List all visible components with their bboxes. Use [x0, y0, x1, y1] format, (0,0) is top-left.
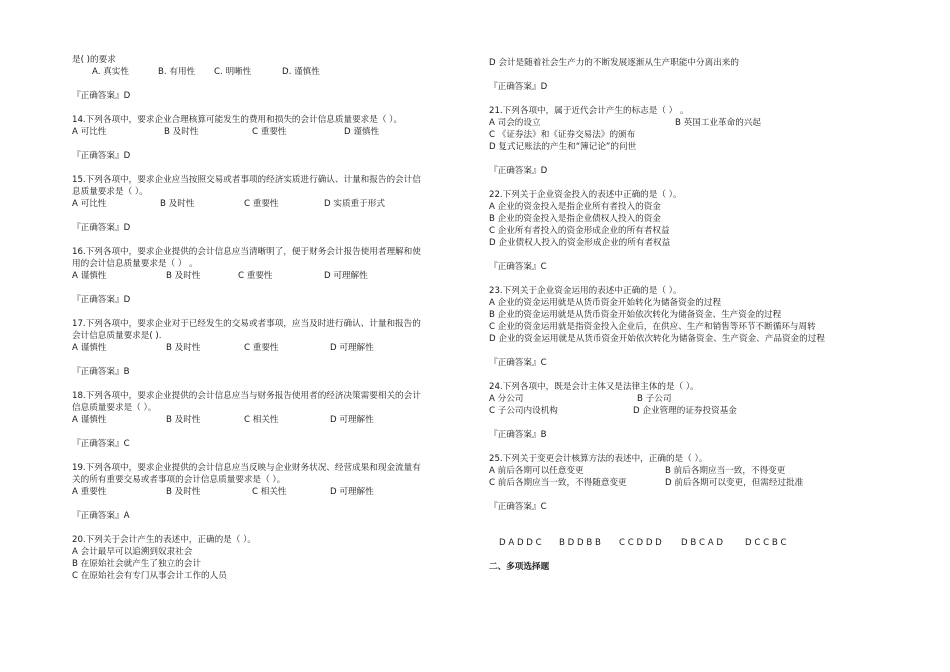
- option-d: D 企业管理的证券投资基金: [633, 406, 737, 416]
- option-b: B 及时性: [160, 199, 195, 209]
- question-15: [72, 174, 472, 234]
- option-a: A 前后各期可以任意变更: [489, 466, 584, 476]
- question-24: [489, 381, 879, 441]
- option-b: B 在原始社会就产生了独立的会计: [72, 559, 201, 569]
- option-a: A 谨慎性: [72, 343, 107, 353]
- option-a: A 企业的资金运用就是从货币资金开始转化为储备资金的过程: [489, 298, 722, 308]
- correct-answer: 『正确答案』B: [72, 367, 130, 377]
- option-d: D 复式记账法的产生和“簿记论”的问世: [489, 142, 637, 152]
- option-b: B 及时性: [166, 415, 201, 425]
- answer-key-group-1: D A D D C: [499, 538, 542, 548]
- question-18: [72, 390, 472, 450]
- question-21: [489, 105, 879, 177]
- correct-answer: 『正确答案』A: [72, 511, 130, 521]
- answer-key-group-4: D B C A D: [681, 538, 723, 548]
- question-16: [72, 246, 472, 306]
- question-options-row: [489, 117, 879, 129]
- question-options-row: [489, 393, 879, 405]
- question-stem: 20.下列关于会计产生的表述中，正确的是（ ）。: [72, 535, 256, 545]
- question-options: [72, 270, 472, 282]
- question-20: [72, 534, 472, 582]
- option-c: C 企业的资金运用就是指资金投入企业后，在供应、生产和销售等环节不断循环与周转: [489, 322, 816, 332]
- question-options: [72, 414, 472, 426]
- question-stem-cont: 关的所有重要交易或者事项的会计信息质量要求是（ ）。: [72, 475, 286, 485]
- option-d: D 可理解性: [330, 415, 374, 425]
- correct-answer: 『正确答案』D: [72, 91, 131, 101]
- option-d: D 企业债权人投入的资金形成企业的所有者权益: [489, 238, 671, 248]
- option-c: C 相关性: [252, 487, 287, 497]
- correct-answer: 『正确答案』D: [72, 295, 131, 305]
- option-a: A 会计最早可以追溯到奴隶社会: [72, 547, 193, 557]
- option-c: C 相关性: [244, 415, 279, 425]
- option-b: B 及时性: [164, 127, 199, 137]
- question-stem-cont: 会计信息质量要求是( ).: [72, 331, 162, 341]
- question-options: [72, 198, 472, 210]
- right-column: [489, 57, 879, 573]
- option-b: B 企业的资金投入是指企业债权人投入的资金: [489, 214, 661, 224]
- option-c: C 在原始社会有专门从事会计工作的人员: [72, 571, 227, 581]
- answer-key-row: [499, 537, 879, 549]
- option-a: A 可比性: [72, 199, 107, 209]
- question-options: [72, 342, 472, 354]
- question-options: [72, 126, 472, 138]
- option-d: D 谨慎性: [344, 127, 380, 137]
- option-a: A 谨慎性: [72, 415, 107, 425]
- answer-key-group-2: B D D B B: [559, 538, 601, 548]
- correct-answer: 『正确答案』C: [489, 502, 547, 512]
- correct-answer: 『正确答案』C: [489, 262, 547, 272]
- correct-answer: 『正确答案』C: [72, 439, 130, 449]
- question-stem: 24.下列各项中，既是会计主体又是法律主体的是（ ）。: [489, 382, 699, 392]
- question-options-row: [489, 405, 879, 417]
- option-c: C 重要性: [252, 127, 287, 137]
- option-c: C 重要性: [238, 271, 273, 281]
- option-c: C 企业所有者投入的资金形成企业的所有者权益: [489, 226, 670, 236]
- correct-answer: 『正确答案』C: [489, 358, 547, 368]
- question-options: [72, 66, 472, 78]
- question-23: [489, 285, 879, 369]
- question-stem-cont: 息质量要求是（ ）。: [72, 187, 148, 197]
- option-a: A 重要性: [72, 487, 107, 497]
- correct-answer: 『正确答案』B: [489, 430, 547, 440]
- question-options: [72, 486, 472, 498]
- question-13-tail: [72, 54, 472, 102]
- option-b: B 前后各期应当一致，不得变更: [665, 466, 786, 476]
- question-stem: 21.下列各项中，属于近代会计产生的标志是（ ） 。: [489, 106, 689, 116]
- option-d: D 可理解性: [330, 487, 374, 497]
- question-stem: 16.下列各项中，要求企业提供的会计信息应当清晰明了，便于财务会计报告使用者理解和使: [72, 247, 421, 257]
- question-20-continued: [489, 57, 879, 93]
- option-b: B 及时性: [166, 271, 201, 281]
- question-stem: 19.下列各项中，要求企业提供的会计信息应当反映与企业财务状况、经营成果和现金流量有: [72, 463, 421, 473]
- question-22: [489, 189, 879, 273]
- option-c: C 重要性: [244, 199, 279, 209]
- correct-answer: 『正确答案』D: [489, 166, 548, 176]
- option-a: A 企业的资金投入是指企业所有者投入的资金: [489, 202, 661, 212]
- question-options-row: [489, 465, 879, 477]
- option-a: A 分公司: [489, 394, 524, 404]
- correct-answer: 『正确答案』D: [72, 223, 131, 233]
- question-14: [72, 114, 472, 162]
- option-b: B 及时性: [166, 343, 201, 353]
- question-stem-cont: 信息质量要求是（ ）。: [72, 403, 157, 413]
- option-d: D 实质重于形式: [324, 199, 385, 209]
- question-stem: 22.下列关于企业资金投入的表述中正确的是（ ）。: [489, 190, 682, 200]
- option-c: C 前后各期应当一致，不得随意变更: [489, 478, 627, 488]
- answer-key-group-3: C C D D D: [619, 538, 662, 548]
- question-stem: 23.下列关于企业资金运用的表述中正确的是（ ）。: [489, 286, 682, 296]
- question-stem: 25.下列关于变更会计核算方法的表述中，正确的是（ ）。: [489, 454, 708, 464]
- option-a: A 司会的设立: [489, 118, 541, 128]
- option-b: B 子公司: [637, 394, 672, 404]
- question-stem: 14.下列各项中，要求企业合理核算可能发生的费用和损失的会计信息质量要求是（ ）。: [72, 115, 403, 125]
- question-stem-cont: 用的会计信息质量要求是（ ） 。: [72, 259, 198, 269]
- question-stem: 18.下列各项中，要求企业提供的会计信息应当与财务报告使用者的经济决策需要相关的会计: [72, 391, 421, 401]
- option-d: D 会计是随着社会生产力的不断发展逐渐从生产职能中分离出来的: [489, 58, 739, 68]
- left-column: [72, 54, 472, 582]
- section-heading: 二、多项选择题: [489, 562, 550, 572]
- option-c: C 子公司内设机构: [489, 406, 558, 416]
- question-options-row: [489, 477, 879, 489]
- option-b: B. 有用性: [158, 67, 196, 77]
- option-b: B 企业的资金运用就是从货币资金开始依次转化为储备资金、生产资金的过程: [489, 310, 782, 320]
- option-d: D 企业的资金运用就是从货币资金开始依次转化为储备资金、生产资金、产品资金的过程: [489, 334, 825, 344]
- option-c: C. 明晰性: [214, 67, 252, 77]
- question-19: [72, 462, 472, 522]
- option-d: D 前后各期可以变更，但需经过批准: [665, 478, 804, 488]
- correct-answer: 『正确答案』D: [72, 151, 131, 161]
- question-25: [489, 453, 879, 513]
- question-stem: 17.下列各项中，要求企业对于已经发生的交易或者事项，应当及时进行确认、计量和报告的: [72, 319, 421, 329]
- option-d: D. 谨慎性: [282, 67, 320, 77]
- option-a: A. 真实性: [92, 67, 129, 77]
- option-c: C 《证券法》和《证券交易法》的颁布: [489, 130, 636, 140]
- option-d: D 可理解性: [330, 343, 374, 353]
- option-c: C 重要性: [244, 343, 279, 353]
- question-stem: 是( )的要求: [72, 55, 116, 65]
- answer-key-group-5: D C C B C: [745, 538, 787, 548]
- correct-answer: 『正确答案』D: [489, 82, 548, 92]
- question-17: [72, 318, 472, 378]
- option-b: B 英国工业革命的兴起: [675, 118, 761, 128]
- question-stem: 15.下列各项中，要求企业应当按照交易或者事项的经济实质进行确认、计量和报告的会计信: [72, 175, 421, 185]
- option-b: B 及时性: [166, 487, 201, 497]
- option-a: A 可比性: [72, 127, 107, 137]
- option-d: D 可理解性: [324, 271, 368, 281]
- option-a: A 谨慎性: [72, 271, 107, 281]
